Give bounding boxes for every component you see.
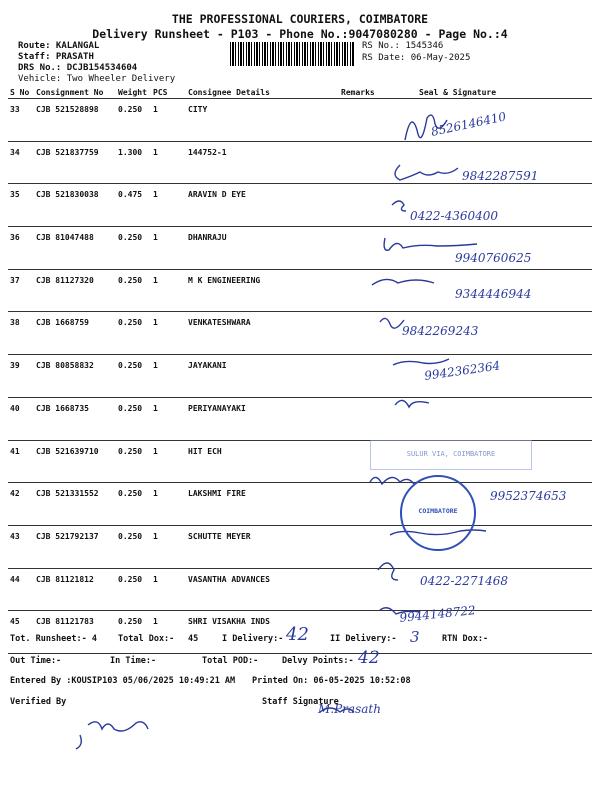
cell-pcs: 1	[151, 99, 186, 142]
cell-details: VASANTHA ADVANCES	[186, 568, 339, 611]
ii-delivery-value: 3	[410, 628, 420, 646]
delvy-points-value: 42	[358, 648, 380, 668]
cell-pcs: 1	[151, 269, 186, 312]
cell-weight: 0.250	[116, 611, 151, 654]
hand-phone: 8526146410	[429, 109, 508, 139]
total-dox-value: 45	[188, 634, 199, 644]
cell-cons: CJB 1668759	[34, 312, 116, 355]
cell-weight: 0.250	[116, 99, 151, 142]
i-delivery-label: I Delivery:-	[222, 634, 284, 644]
i-delivery-value: 42	[286, 624, 309, 645]
printed-on: Printed On: 06-05-2025 10:52:08	[252, 676, 411, 686]
cell-pcs: 1	[151, 397, 186, 440]
signature-scribble	[370, 477, 414, 484]
cell-cons: CJB 81121783	[34, 611, 116, 654]
cell-details: LAKSHMI FIRE	[186, 483, 339, 526]
hand-phone: 9942362364	[423, 358, 502, 383]
cell-details: ARAVIN D EYE	[186, 184, 339, 227]
cell-cons: CJB 521792137	[34, 525, 116, 568]
cell-weight: 0.250	[116, 269, 151, 312]
cell-details: JAYAKANI	[186, 355, 339, 398]
cell-weight: 0.250	[116, 525, 151, 568]
cell-weight: 0.250	[116, 568, 151, 611]
cell-weight: 0.250	[116, 355, 151, 398]
hand-phone: 0422-2271468	[420, 574, 509, 588]
verified-by: Verified By	[10, 697, 67, 707]
cell-sno: 42	[8, 483, 34, 526]
col-seal: Seal & Signature	[389, 87, 592, 99]
cell-sno: 38	[8, 312, 34, 355]
cell-details: VENKATESHWARA	[186, 312, 339, 355]
cell-cons: CJB 81047488	[34, 227, 116, 270]
hand-phone: 9952374653	[490, 489, 567, 503]
entered-by: Entered By :KOUSIP103 05/06/2025 10:49:21 AM	[10, 676, 236, 686]
delvy-points-label: Delvy Points:-	[282, 656, 354, 666]
stamp-text: COIMBATORE	[418, 507, 458, 515]
signature-scribble	[76, 722, 148, 749]
rs-date: RS Date: 06-May-2025	[362, 53, 471, 63]
cell-weight: 1.300	[116, 141, 151, 184]
hand-phone: 9944148722	[398, 603, 477, 625]
col-consignee: Consignee Details	[186, 87, 339, 99]
cell-cons: CJB 81121812	[34, 568, 116, 611]
route-label: Route: KALANGAL	[18, 41, 100, 51]
rtn-dox: RTN Dox:-	[442, 634, 489, 644]
signature-scribble	[395, 165, 458, 180]
runsheet-title: THE PROFESSIONAL COURIERS, COIMBATORE	[171, 12, 429, 26]
col-consignment: Consignment No	[34, 87, 116, 99]
staff-signature-name: M.Prasath	[318, 702, 381, 716]
cell-pcs: 1	[151, 483, 186, 526]
ii-delivery-label: II Delivery:-	[330, 634, 397, 644]
cell-sno: 45	[8, 611, 34, 654]
signature-scribble	[378, 563, 398, 580]
cell-sno: 34	[8, 141, 34, 184]
signature-scribble	[372, 279, 434, 285]
hand-phone: 9344446944	[455, 287, 532, 301]
total-pod: Total POD:-	[202, 656, 259, 666]
signature-scribble	[384, 238, 477, 250]
runsheet-subtitle: Delivery Runsheet - P103 - Phone No.:9047080280 - Page No.:4	[92, 27, 508, 41]
cell-details: 144752-1	[186, 141, 339, 184]
staff-label: Staff: PRASATH	[18, 52, 94, 62]
hand-phone: 9842269243	[402, 324, 479, 338]
stamp-text: SULUR VIA, COIMBATORE	[406, 450, 496, 458]
cell-sno: 39	[8, 355, 34, 398]
cell-weight: 0.250	[116, 440, 151, 483]
signature-scribble	[395, 400, 429, 407]
col-weight: Weight	[116, 87, 151, 99]
cell-details: SHRI VISAKHA INDS	[186, 611, 339, 654]
cell-details: PERIYANAYAKI	[186, 397, 339, 440]
total-dox-label: Total Dox:-	[118, 634, 175, 644]
out-time: Out Time:-	[10, 656, 62, 666]
col-sno: S No	[8, 87, 34, 99]
cell-sno: 44	[8, 568, 34, 611]
cell-details: HIT ECH	[186, 440, 339, 483]
cell-cons: CJB 80858832	[34, 355, 116, 398]
cell-details: CITY	[186, 99, 339, 142]
signature-scribble	[380, 318, 404, 328]
cell-cons: CJB 521830038	[34, 184, 116, 227]
cell-pcs: 1	[151, 611, 186, 654]
cell-sno: 35	[8, 184, 34, 227]
hand-phone: 9940760625	[455, 251, 532, 265]
cell-cons: CJB 1668735	[34, 397, 116, 440]
cell-pcs: 1	[151, 227, 186, 270]
rs-number: RS No.: 1545346	[362, 41, 444, 51]
drs-number: DRS No.: DCJB154534604	[18, 63, 138, 73]
cell-cons: CJB 81127320	[34, 269, 116, 312]
cell-pcs: 1	[151, 184, 186, 227]
cell-sno: 33	[8, 99, 34, 142]
rubber-stamp	[370, 440, 532, 470]
cell-sno: 37	[8, 269, 34, 312]
cell-sno: 36	[8, 227, 34, 270]
company-seal-stamp	[400, 475, 476, 551]
cell-details: M K ENGINEERING	[186, 269, 339, 312]
cell-sno: 43	[8, 525, 34, 568]
signature-scribble	[392, 201, 406, 211]
col-remarks: Remarks	[339, 87, 389, 99]
hand-phone: 0422-4360400	[410, 209, 499, 223]
vehicle-type: Vehicle: Two Wheeler Delivery	[18, 74, 176, 84]
cell-weight: 0.250	[116, 312, 151, 355]
cell-pcs: 1	[151, 312, 186, 355]
cell-pcs: 1	[151, 355, 186, 398]
staff-signature-label: Staff Signature	[262, 697, 339, 707]
cell-pcs: 1	[151, 568, 186, 611]
cell-details: SCHUTTE MEYER	[186, 525, 339, 568]
tot-runsheet: Tot. Runsheet:- 4	[10, 634, 97, 644]
cell-pcs: 1	[151, 440, 186, 483]
cell-cons: CJB 521528898	[34, 99, 116, 142]
signature-scribble	[393, 359, 449, 365]
hand-phone: 9842287591	[462, 169, 539, 183]
cell-cons: CJB 521837759	[34, 141, 116, 184]
cell-sno: 40	[8, 397, 34, 440]
cell-sno: 41	[8, 440, 34, 483]
cell-weight: 0.250	[116, 227, 151, 270]
cell-cons: CJB 521639710	[34, 440, 116, 483]
cell-weight: 0.250	[116, 397, 151, 440]
cell-pcs: 1	[151, 141, 186, 184]
in-time: In Time:-	[110, 656, 157, 666]
cell-pcs: 1	[151, 525, 186, 568]
cell-weight: 0.475	[116, 184, 151, 227]
cell-weight: 0.250	[116, 483, 151, 526]
cell-cons: CJB 521331552	[34, 483, 116, 526]
col-pcs: PCS	[151, 87, 186, 99]
cell-details: DHANRAJU	[186, 227, 339, 270]
